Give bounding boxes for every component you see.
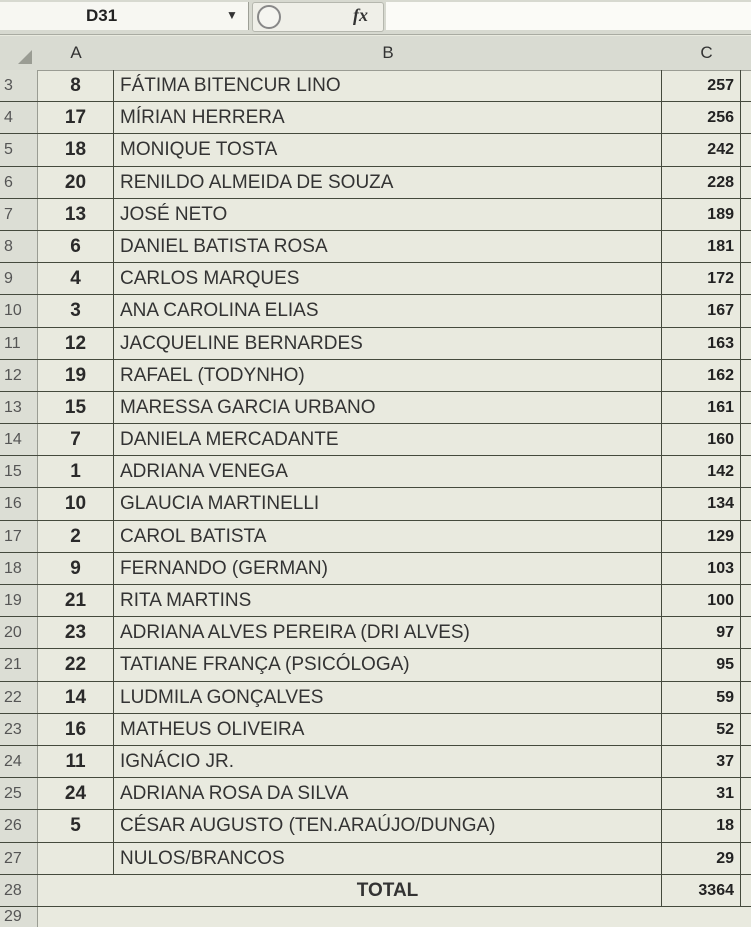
cell-b[interactable]: CÉSAR AUGUSTO (TEN.ARAÚJO/DUNGA) [114,810,662,841]
function-area [252,2,384,32]
table-row [0,810,751,842]
table-row [0,199,751,231]
cell-a[interactable]: 18 [38,134,114,165]
row-number[interactable]: 4 [0,102,38,133]
cell-a[interactable]: 24 [38,778,114,809]
cell-b[interactable]: ANA CAROLINA ELIAS [114,295,662,326]
row-number[interactable]: 10 [0,295,38,326]
cell-b[interactable]: ADRIANA VENEGA [114,456,662,487]
cell-b[interactable]: JOSÉ NETO [114,199,662,230]
row-number[interactable]: 13 [0,392,38,423]
table-row [0,360,751,392]
cell-c[interactable]: 95 [662,649,741,680]
table-row [0,102,751,134]
cell-a[interactable]: 4 [38,263,114,294]
cell-c[interactable]: 167 [662,295,741,326]
cell-c[interactable]: 97 [662,617,741,648]
table-row [0,263,751,295]
table-row [0,649,751,681]
cell-b[interactable]: ADRIANA ALVES PEREIRA (DRI ALVES) [114,617,662,648]
cell-c[interactable]: 103 [662,553,741,584]
row-number[interactable]: 5 [0,134,38,165]
row-number[interactable]: 11 [0,328,38,359]
cell-c[interactable]: 29 [662,843,741,874]
table-row [0,70,751,102]
row-number[interactable]: 8 [0,231,38,262]
row-number[interactable]: 18 [0,553,38,584]
cell-b[interactable]: DANIELA MERCADANTE [114,424,662,455]
column-header-c[interactable]: C [662,36,751,71]
table-row [0,714,751,746]
row-number[interactable]: 29 [0,907,38,927]
cell-c[interactable]: 134 [662,488,741,519]
row-number[interactable]: 6 [0,167,38,198]
cell-c[interactable]: 242 [662,134,741,165]
cell-a[interactable]: 12 [38,328,114,359]
table-row [0,231,751,263]
cell-b[interactable]: FÁTIMA BITENCUR LINO [114,70,662,101]
cell-b[interactable]: IGNÁCIO JR. [114,746,662,777]
cell-a[interactable]: 21 [38,585,114,616]
formula-bar [0,0,751,35]
row-number[interactable]: 9 [0,263,38,294]
cell-a[interactable]: 22 [38,649,114,680]
cell-a[interactable]: 15 [38,392,114,423]
table-row [0,843,751,875]
insert-function-button[interactable]: fx [353,5,368,25]
cancel-circle-icon[interactable] [257,5,281,29]
cell-a[interactable]: 17 [38,102,114,133]
row-number[interactable]: 20 [0,617,38,648]
cell-a[interactable]: 19 [38,360,114,391]
cell-c[interactable]: 162 [662,360,741,391]
row-number[interactable]: 28 [0,875,38,906]
cell-b[interactable]: CAROL BATISTA [114,521,662,552]
table-row [0,424,751,456]
cell-a[interactable]: 2 [38,521,114,552]
cell-b[interactable]: RENILDO ALMEIDA DE SOUZA [114,167,662,198]
cell-b[interactable]: DANIEL BATISTA ROSA [114,231,662,262]
cell-a[interactable]: 8 [38,70,114,101]
table-row [0,553,751,585]
cell-b[interactable]: RITA MARTINS [114,585,662,616]
table-row [0,295,751,327]
column-header-b[interactable]: B [114,36,663,71]
cell-a[interactable]: 6 [38,231,114,262]
cell-a[interactable]: 3 [38,295,114,326]
cell-b[interactable]: MONIQUE TOSTA [114,134,662,165]
row-number[interactable]: 16 [0,488,38,519]
cell-c[interactable]: 142 [662,456,741,487]
cell-b[interactable]: TATIANE FRANÇA (PSICÓLOGA) [114,649,662,680]
table-row [0,907,751,927]
row-number[interactable]: 15 [0,456,38,487]
select-all-icon [18,50,32,64]
cell-c[interactable]: 129 [662,521,741,552]
table-row [0,617,751,649]
cell-c[interactable]: 172 [662,263,741,294]
table-row [0,167,751,199]
column-header-a[interactable]: A [38,36,115,71]
name-box-dropdown-icon[interactable]: ▼ [226,8,238,22]
cell-b[interactable]: FERNANDO (GERMAN) [114,553,662,584]
cell-c[interactable]: 18 [662,810,741,841]
cell-b[interactable]: MATHEUS OLIVEIRA [114,714,662,745]
row-number[interactable]: 7 [0,199,38,230]
cell-c[interactable]: 163 [662,328,741,359]
row-number[interactable]: 3 [0,70,38,101]
table-row [0,521,751,553]
row-number[interactable]: 12 [0,360,38,391]
cell-b[interactable]: ADRIANA ROSA DA SILVA [114,778,662,809]
cell-a[interactable]: 7 [38,424,114,455]
row-number[interactable]: 24 [0,746,38,777]
row-number[interactable]: 14 [0,424,38,455]
cell-a[interactable]: 23 [38,617,114,648]
cell-b[interactable]: MARESSA GARCIA URBANO [114,392,662,423]
row-number[interactable]: 21 [0,649,38,680]
table-row [0,682,751,714]
cell-b[interactable]: MÍRIAN HERRERA [114,102,662,133]
cell-c[interactable]: 189 [662,199,741,230]
table-row [0,392,751,424]
row-number[interactable]: 19 [0,585,38,616]
cell-c[interactable]: 52 [662,714,741,745]
total-value[interactable]: 3364 [662,875,741,906]
total-row [0,875,751,907]
cell-c[interactable]: 228 [662,167,741,198]
cell-a[interactable]: 14 [38,682,114,713]
cell-b[interactable]: JACQUELINE BERNARDES [114,328,662,359]
cell-c[interactable]: 37 [662,746,741,777]
spreadsheet-grid [0,70,751,927]
table-row [0,585,751,617]
cell-b[interactable]: CARLOS MARQUES [114,263,662,294]
cell-a[interactable]: 20 [38,167,114,198]
table-row [0,778,751,810]
cell-c[interactable]: 256 [662,102,741,133]
table-row [0,488,751,520]
table-row [0,456,751,488]
cell-a[interactable]: 5 [38,810,114,841]
table-row [0,746,751,778]
cell-c[interactable]: 181 [662,231,741,262]
cell-a[interactable]: 10 [38,488,114,519]
cell-a[interactable] [38,875,114,906]
row-number[interactable]: 23 [0,714,38,745]
row-number[interactable]: 25 [0,778,38,809]
formula-input[interactable] [386,2,751,30]
cell-b[interactable]: LUDMILA GONÇALVES [114,682,662,713]
row-number[interactable]: 17 [0,521,38,552]
cell-a[interactable]: 1 [38,456,114,487]
cell-c[interactable]: 257 [662,70,741,101]
cell-c[interactable]: 31 [662,778,741,809]
row-number[interactable]: 27 [0,843,38,874]
cell-a[interactable]: 9 [38,553,114,584]
cell-c[interactable]: 59 [662,682,741,713]
cell-a[interactable]: 16 [38,714,114,745]
cell-b[interactable]: RAFAEL (TODYNHO) [114,360,662,391]
cell-b[interactable]: GLAUCIA MARTINELLI [114,488,662,519]
cell-a[interactable]: 11 [38,746,114,777]
total-label[interactable]: TOTAL [114,875,662,906]
cell-b[interactable]: NULOS/BRANCOS [114,843,662,874]
cell-a[interactable]: 13 [38,199,114,230]
cell-c[interactable]: 100 [662,585,741,616]
name-box[interactable] [0,2,249,30]
table-row [0,134,751,166]
name-box-value: D31 [86,6,118,25]
cell-a[interactable] [38,843,114,874]
row-number[interactable]: 22 [0,682,38,713]
cell-c[interactable]: 161 [662,392,741,423]
select-all-corner[interactable] [0,36,39,71]
cell-c[interactable]: 160 [662,424,741,455]
table-row [0,328,751,360]
row-number[interactable]: 26 [0,810,38,841]
